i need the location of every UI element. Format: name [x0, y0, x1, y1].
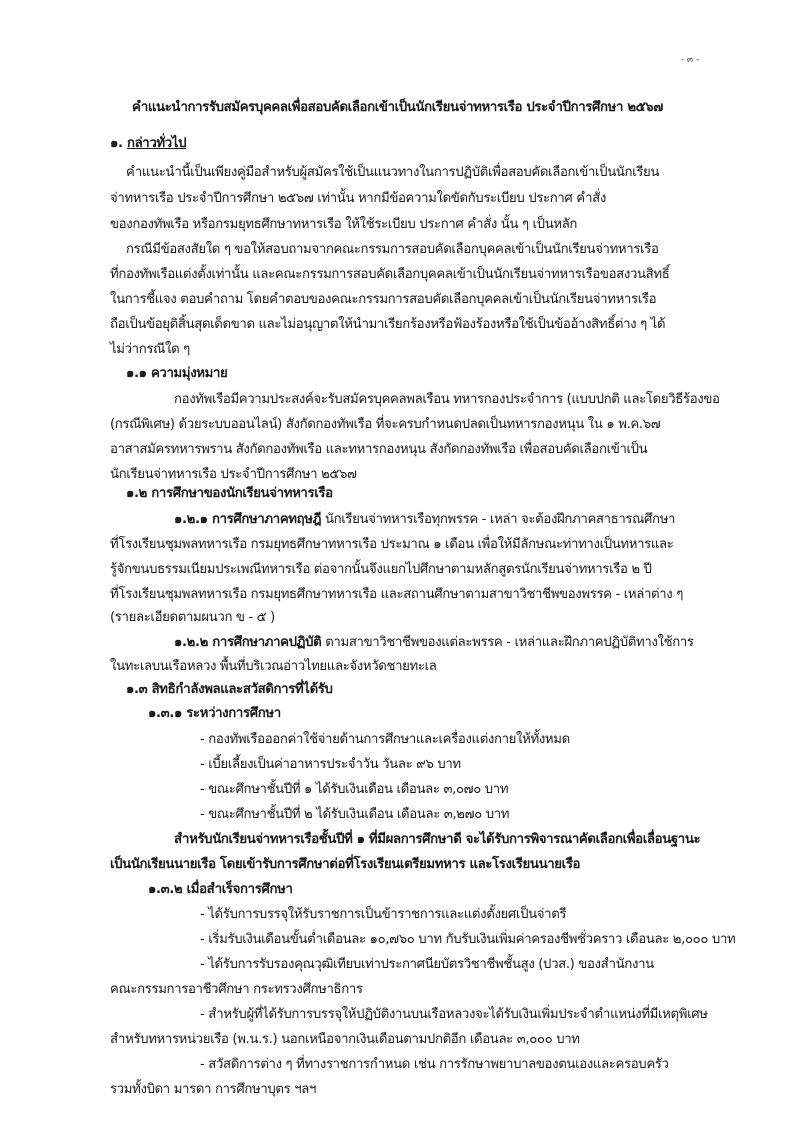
s1-3-2-item: - ได้รับการบรรจุให้รับราชการเป็นข้าราชการและแต่งตั้งยศเป็นจ่าตรี — [200, 907, 567, 922]
s1-2-1-first-line — [174, 510, 675, 530]
s1-2-2-line: ในทะเลบนเรือหลวง พื้นที่บริเวณอ่าวไทยและจังหวัดชายทะเล — [110, 659, 437, 674]
s1-1-line: (กรณีพิเศษ) ด้วยระบบออนไลน์) สังกัดกองทัพเรือ ที่จะครบกำหนดปลดเป็นทหารกองหนุน ใน ๑ พ.ค.๖๗ — [110, 417, 661, 432]
s1-3-2-item-cont: รวมทั้งบิดา มารดา การศึกษาบุตร ฯลฯ — [110, 1082, 317, 1097]
section-1-number: ๑. — [110, 136, 123, 151]
s1-2-2-first-line — [174, 633, 694, 653]
para1-line: คำแนะนำนี้เป็นเพียงคู่มือสำหรับผู้สมัครใช้เป็นแนวทางในการปฏิบัติเพื่อสอบคัดเลือกเข้าเป็นนักเรียน — [126, 165, 660, 180]
para2-line: ที่กองทัพเรือแต่งตั้งเท่านั้น และคณะกรรมการสอบคัดเลือกบุคคลเข้าเป็นนักเรียนจ่าทหารเรือขอสงวนสิทธิ์ — [110, 267, 670, 282]
s1-1-line: อาสาสมัครทหารพราน สังกัดกองทัพเรือ และทหารกองหนุน สังกัดกองทัพเรือ เพื่อสอบคัดเลือกเข้าเป็น — [110, 442, 648, 457]
s1-3-2-item: - สวัสดิการต่าง ๆ ที่ทางราชการกำหนด เช่น การรักษาพยาบาลของตนเองและครอบครัว — [200, 1057, 669, 1072]
para2-line: ไม่ว่ากรณีใด ๆ — [110, 342, 190, 357]
section-1-1-heading: ๑.๑ ความมุ่งหมาย — [126, 366, 228, 381]
s1-3-1-bullet: - ขณะศึกษาชั้นปีที่ ๒ ได้รับเงินเดือน เดือนละ ๓,๒๗๐ บาท — [200, 807, 510, 822]
para1-line: จ่าทหารเรือ ประจำปีการศึกษา ๒๕๖๗ เท่านั้น หากมีข้อความใดขัดกับระเบียบ ประกาศ คำสั่ง — [110, 191, 606, 206]
s1-3-2-item-cont: คณะกรรมการอาชีวศึกษา กระทรวงศึกษาธิการ — [110, 982, 363, 997]
s1-3-1-note-line: สำหรับนักเรียนจ่าทหารเรือชั้นปีที่ ๑ ที่มีผลการศึกษาดี จะได้รับการพิจารณาคัดเลือกเพื่อเลื่อนฐานะ — [174, 832, 701, 847]
s1-2-1-rest: นักเรียนจ่าทหารเรือทุกพรรค - เหล่า จะต้องฝึกภาคสาธารณศึกษา — [321, 512, 676, 527]
para2-line: กรณีมีข้อสงสัยใด ๆ ขอให้สอบถามจากคณะกรรมการสอบคัดเลือกบุคคลเข้าเป็นนักเรียนจ่าทหารเรือ — [126, 242, 659, 257]
para2-line: ในการชี้แจง ตอบคำถาม โดยคำตอบของคณะกรรมการสอบคัดเลือกบุคคลเข้าเป็นนักเรียนจ่าทหารเรือ — [110, 292, 657, 307]
section-1-heading — [110, 134, 186, 154]
s1-2-1-line: (รายละเอียดตามผนวก ข - ๕ ) — [110, 610, 275, 625]
s1-3-2-item: - สำหรับผู้ที่ได้รับการบรรจุให้ปฏิบัติงานบนเรือหลวงจะได้รับเงินเพิ่มประจำตำแหน่งที่มีเหตุพิเศษ — [200, 1007, 708, 1022]
section-1-3-1-heading: ๑.๓.๑ ระหว่างการศึกษา — [148, 706, 281, 721]
section-1-title: กล่าวทั่วไป — [126, 136, 187, 151]
s1-3-1-bullet: - ขณะศึกษาชั้นปีที่ ๑ ได้รับเงินเดือน เดือนละ ๓,๐๗๐ บาท — [200, 782, 509, 797]
s1-3-2-item-cont: สำหรับทหารหน่วยเรือ (พ.น.ร.) นอกเหนือจากเงินเดือนตามปกติอีก เดือนละ ๓,๐๐๐ บาท — [110, 1032, 580, 1047]
s1-2-2-label: ๑.๒.๒ การศึกษาภาคปฏิบัติ — [174, 635, 322, 650]
s1-1-line: กองทัพเรือมีความประสงค์จะรับสมัครบุคคลพลเรือน ทหารกองประจำการ (แบบปกติ และโดยวิธีร้องขอ — [174, 392, 720, 407]
s1-2-2-rest: ตามสาขาวิชาชีพของแต่ละพรรค - เหล่าและฝึกภาคปฏิบัติทางใช้การ — [321, 635, 694, 650]
s1-2-1-line: ที่โรงเรียนชุมพลทหารเรือ กรมยุทธศึกษาทหารเรือ ประมาณ ๑ เดือน เพื่อให้มีลักษณะท่าทางเป็นทหารและ — [110, 537, 674, 552]
document-title: คำแนะนำการรับสมัครบุคคลเพื่อสอบคัดเลือกเข้าเป็นนักเรียนจ่าทหารเรือ ประจำปีการศึกษา ๒๕๖๗ — [132, 100, 663, 115]
s1-3-1-bullet: - กองทัพเรือออกค่าใช้จ่ายด้านการศึกษาและเครื่องแต่งกายให้ทั้งหมด — [200, 732, 570, 747]
s1-2-1-line: รู้จักขนบธรรมเนียมประเพณีทหารเรือ ต่อจากนั้นจึงแยกไปศึกษาตามหลักสูตรนักเรียนจ่าทหารเรือ ๒ ปี — [110, 562, 652, 577]
para1-line: ของกองทัพเรือ หรือกรมยุทธศึกษาทหารเรือ ให้ใช้ระเบียบ ประกาศ คำสั่ง นั้น ๆ เป็นหลัก — [110, 217, 578, 232]
s1-3-2-item: - เริ่มรับเงินเดือนขั้นต่ำเดือนละ ๑๐,๗๖๐ บาท กับรับเงินเพิ่มค่าครองชีพชั่วคราว เดือนละ ๒,๐๐๐ บาท — [200, 932, 736, 947]
s1-2-1-line: ที่โรงเรียนชุมพลทหารเรือ กรมยุทธศึกษาทหารเรือ และสถานศึกษาตามสาขาวิชาชีพของพรรค - เหล่าต่าง ๆ — [110, 587, 683, 602]
s1-3-2-item: - ได้รับการรับรองคุณวุฒิเทียบเท่าประกาศนียบัตรวิชาชีพชั้นสูง (ปวส.) ของสำนักงาน — [200, 957, 654, 972]
s1-3-1-note-line: เป็นนักเรียนนายเรือ โดยเข้ารับการศึกษาต่อที่โรงเรียนเตรียมทหาร และโรงเรียนนายเรือ — [110, 857, 581, 872]
page-number: - ๓ - — [680, 55, 700, 65]
s1-1-line: นักเรียนจ่าทหารเรือ ประจำปีการศึกษา ๒๕๖๗ — [110, 467, 357, 482]
s1-3-1-bullet: - เบี้ยเลี้ยงเป็นค่าอาหารประจำวัน วันละ ๙๖ บาท — [200, 757, 461, 772]
s1-2-1-label: ๑.๒.๑ การศึกษาภาคทฤษฎี — [174, 512, 322, 527]
section-1-2-heading: ๑.๒ การศึกษาของนักเรียนจ่าทหารเรือ — [126, 486, 333, 501]
section-1-3-2-heading: ๑.๓.๒ เมื่อสำเร็จการศึกษา — [148, 882, 293, 897]
section-1-3-heading: ๑.๓ สิทธิกำลังพลและสวัสดิการที่ได้รับ — [126, 682, 333, 697]
para2-line: ถือเป็นข้อยุติสิ้นสุดเด็ดขาด และไม่อนุญาตให้นำมาเรียกร้องหรือฟ้องร้องหรือใช้เป็นข้ออ้างสิทธิ์ต่าง ๆ ได้ — [110, 317, 666, 332]
